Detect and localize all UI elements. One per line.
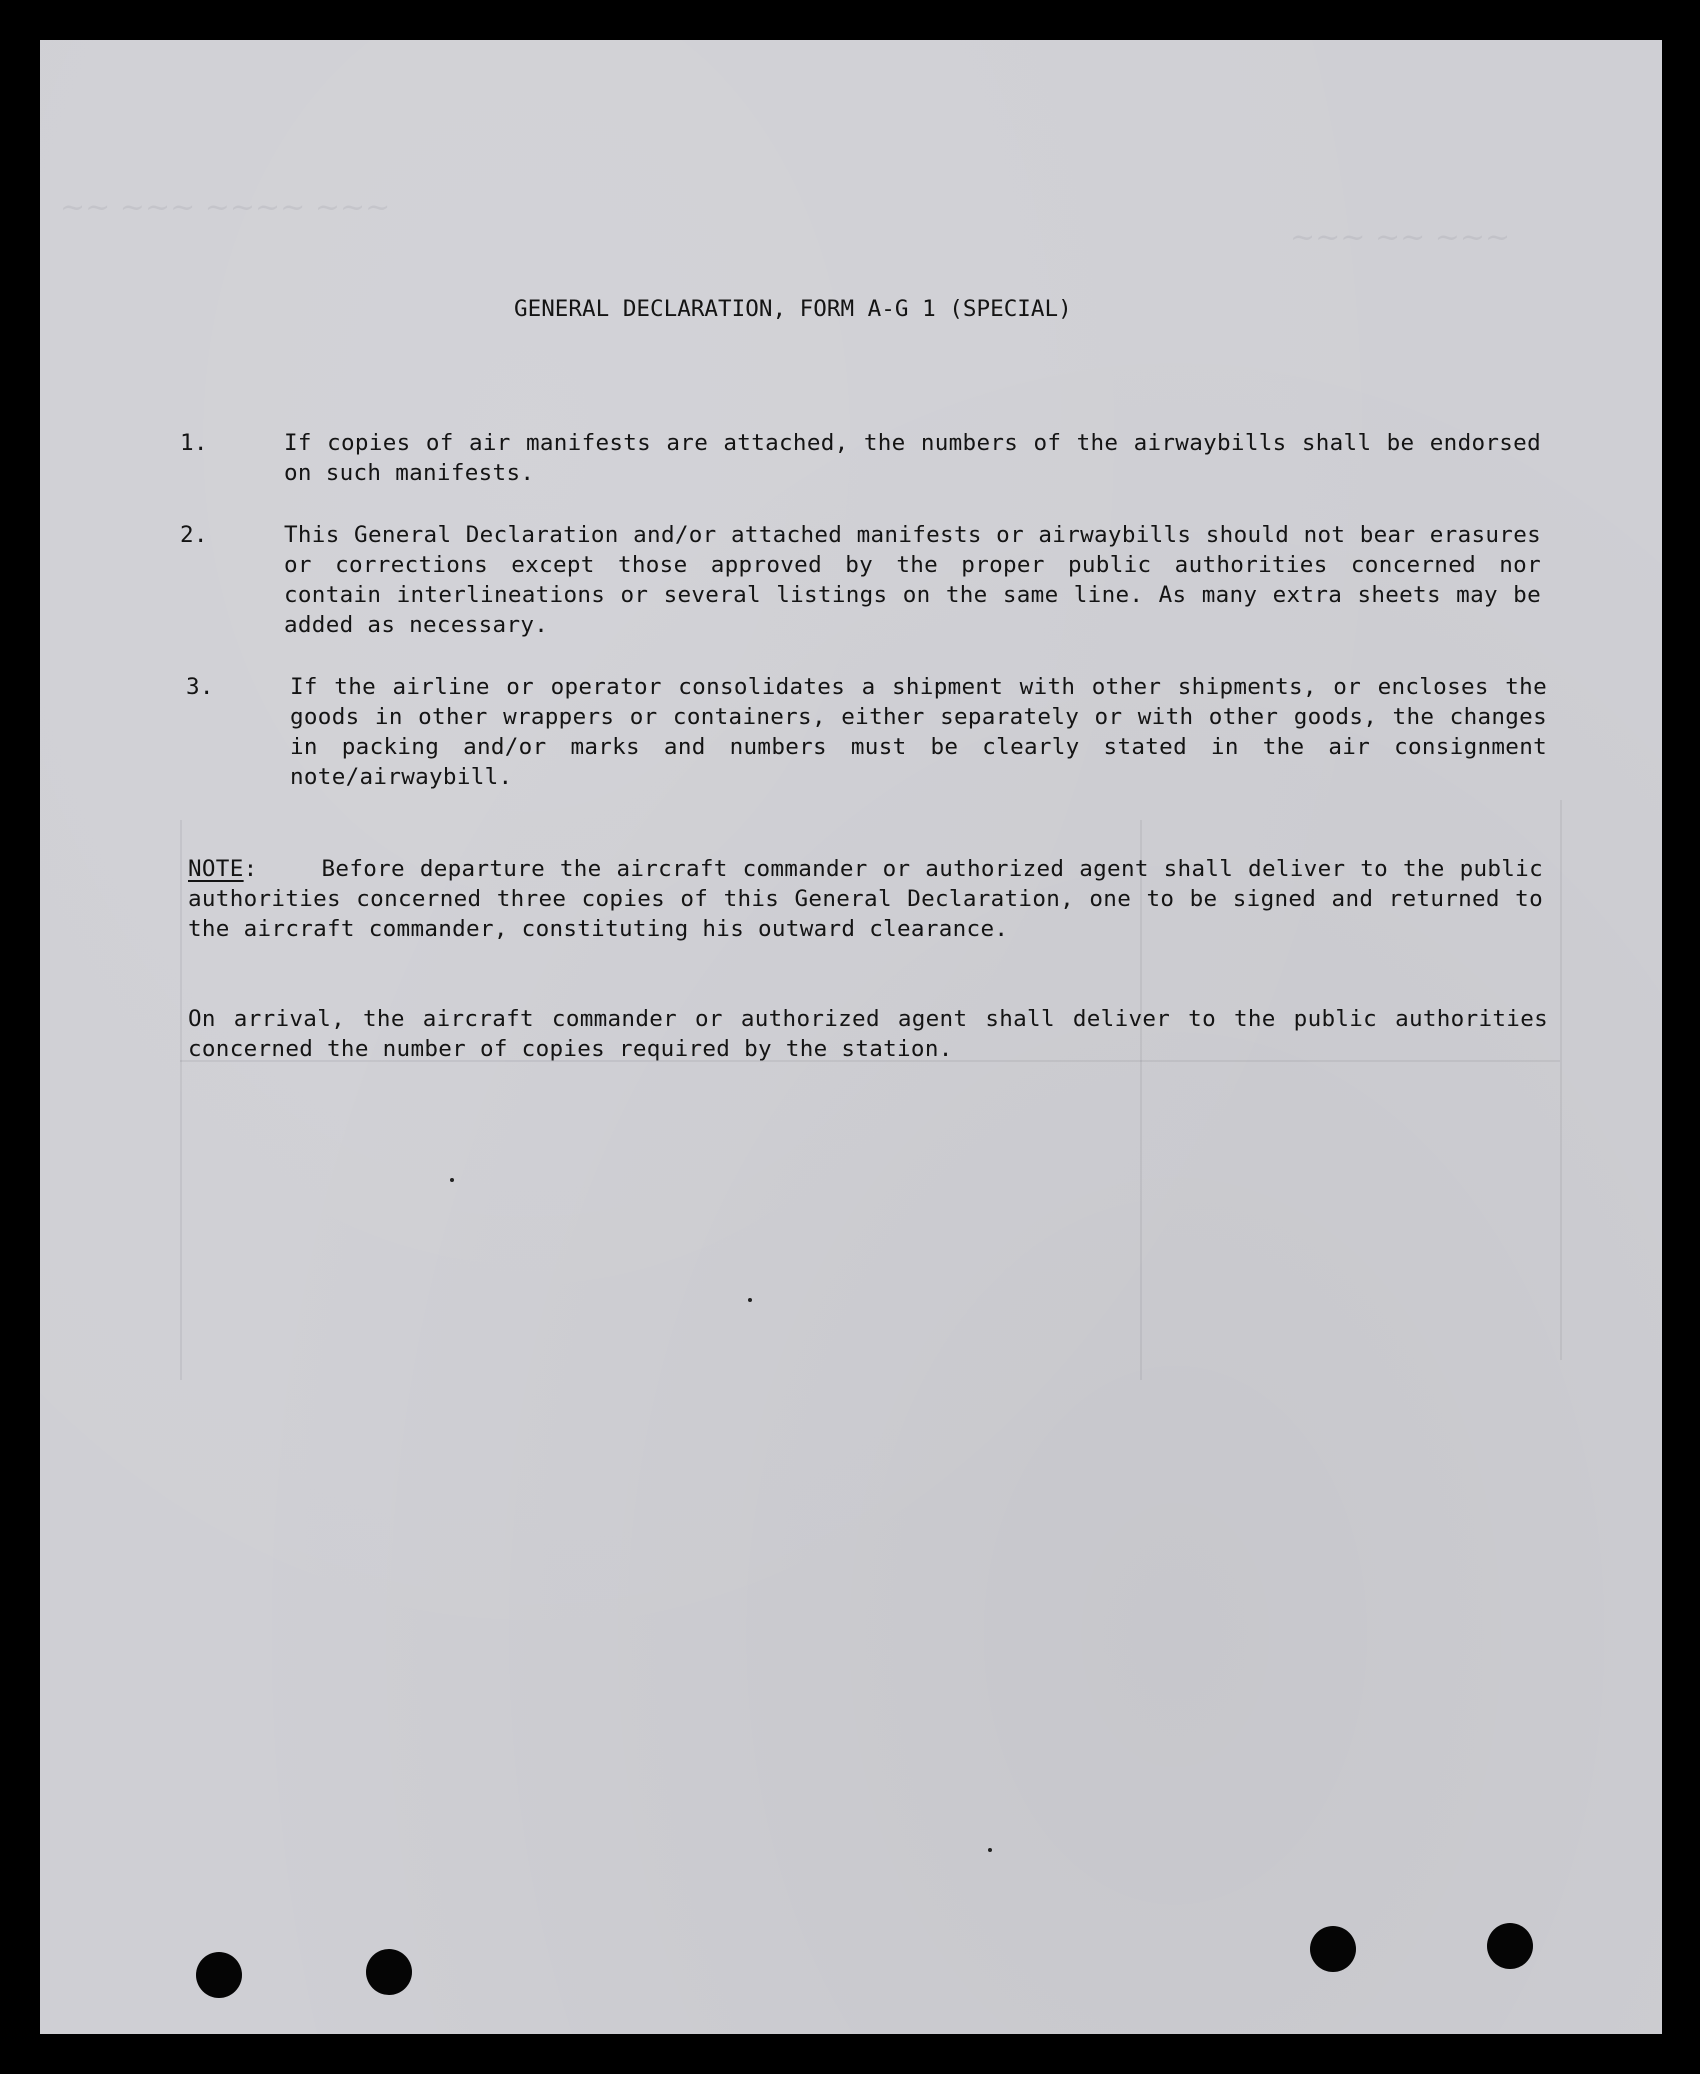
punch-hole: [196, 1952, 242, 1998]
speck: [748, 1298, 752, 1302]
bleed-through-line: [1560, 800, 1562, 1360]
note-colon: :: [243, 856, 258, 882]
bleed-through-scribble: ~~ ~~~ ~~~~ ~~~: [60, 190, 391, 225]
document-page: [40, 40, 1662, 2034]
document-title: GENERAL DECLARATION, FORM A-G 1 (SPECIAL): [514, 296, 1072, 322]
item-text: If the airline or operator consolidates a shipment with other shipments, or encloses the goods in other wrappers or containers, either separately or with other goods, the changes in packing and/or marks and numbers must be clearly stated in the air consignment note/airwaybill.: [290, 674, 1547, 790]
item-text: This General Declaration and/or attached manifests or airwaybills should not bear erasures or corrections except those approved by the proper public authorities concerned nor contain interlineations or several listings on the same line. As many extra sheets may be added as necessary.: [284, 522, 1541, 638]
arrival-paragraph: On arrival, the aircraft commander or authorized agent shall deliver to the public authorities concerned the number of copies required by the station.: [188, 1006, 1548, 1062]
speck: [988, 1848, 992, 1852]
speck: [450, 1178, 454, 1182]
bleed-through-line: [180, 820, 182, 1380]
note-text: Before departure the aircraft commander or authorized agent shall deliver to the public authorities concerned three copies of this General Declaration, one to be signed and returned to the aircraft commander, constituting his outward clearance.: [188, 856, 1543, 942]
punch-hole: [1487, 1923, 1533, 1969]
bleed-through-scribble: ~~~ ~~ ~~~: [1290, 220, 1511, 255]
item-text: If copies of air manifests are attached, the numbers of the airwaybills shall be endorsed on such manifests.: [284, 430, 1541, 486]
item-number: 2.: [180, 522, 208, 548]
item-number: 1.: [180, 430, 208, 456]
punch-hole: [1310, 1926, 1356, 1972]
punch-hole: [366, 1949, 412, 1995]
note-paragraph: [188, 854, 1543, 944]
item-number: 3.: [186, 674, 214, 700]
note-label: NOTE: [188, 856, 244, 882]
